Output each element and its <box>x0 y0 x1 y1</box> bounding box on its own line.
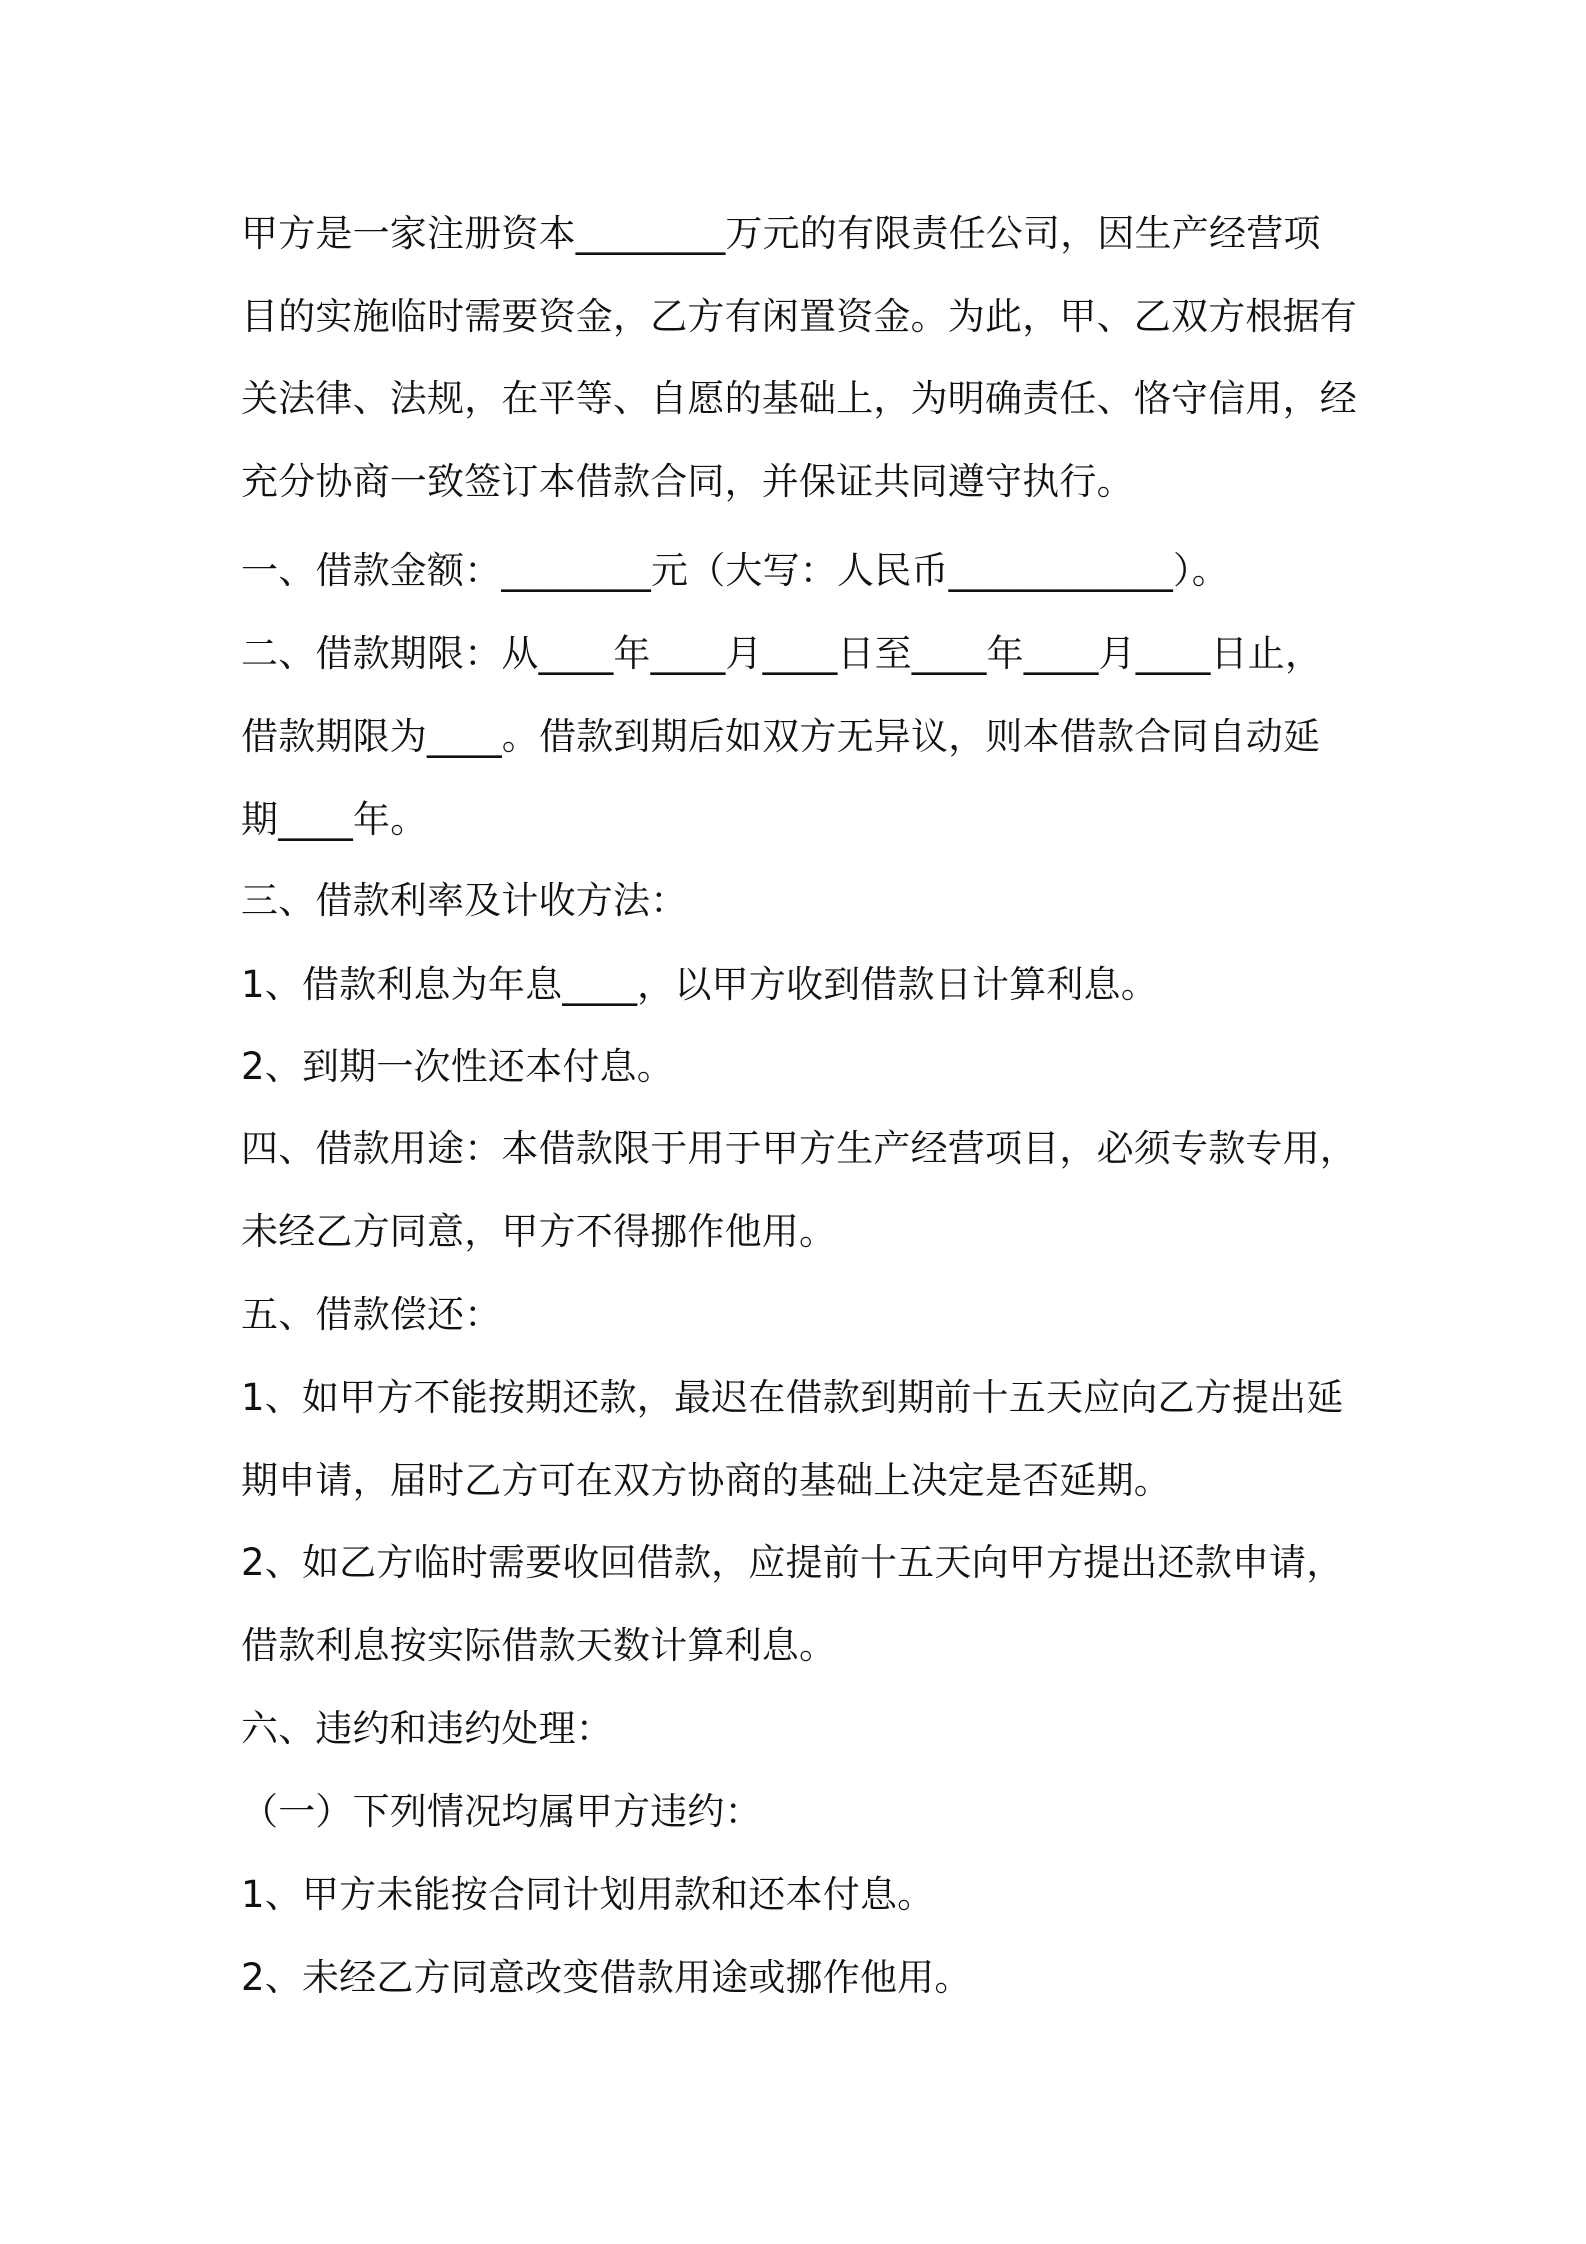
clause-loan-term-line-2: 借款期限为____。借款到期后如双方无异议，则本借款合同自动延 <box>241 715 1321 758</box>
clause-interest-item-2: 2、到期一次性还本付息。 <box>241 1045 674 1088</box>
clause-purpose-line-1: 四、借款用途：本借款限于用于甲方生产经营项目，必须专款专用， <box>241 1127 1357 1170</box>
clause-loan-term-line-3: 期____年。 <box>241 798 428 841</box>
clause-repayment-heading: 五、借款偿还： <box>241 1293 502 1336</box>
paragraph-intro-line-4: 充分协商一致签订本借款合同，并保证共同遵守执行。 <box>241 460 1134 503</box>
clause-breach-subheading: （一）下列情况均属甲方违约： <box>241 1790 762 1833</box>
clause-repayment-item-1-line-1: 1、如甲方不能按期还款，最迟在借款到期前十五天应向乙方提出延 <box>241 1376 1344 1419</box>
clause-repayment-item-1-line-2: 期申请，届时乙方可在双方协商的基础上决定是否延期。 <box>241 1459 1171 1502</box>
clause-breach-item-1: 1、甲方未能按合同计划用款和还本付息。 <box>241 1873 935 1916</box>
clause-interest-item-1: 1、借款利息为年息____，以甲方收到借款日计算利息。 <box>241 963 1158 1006</box>
clause-loan-term-line-1: 二、借款期限：从____年____月____日至____年____月____日止， <box>241 632 1323 675</box>
clause-repayment-item-2-line-2: 借款利息按实际借款天数计算利息。 <box>241 1624 837 1667</box>
clause-interest-heading: 三、借款利率及计收方法： <box>241 879 688 922</box>
paragraph-intro-line-3: 关法律、法规，在平等、自愿的基础上，为明确责任、恪守信用，经 <box>241 377 1357 420</box>
paragraph-intro-line-2: 目的实施临时需要资金，乙方有闲置资金。为此，甲、乙双方根据有 <box>241 295 1357 338</box>
clause-breach-item-2: 2、未经乙方同意改变借款用途或挪作他用。 <box>241 1956 972 1999</box>
clause-loan-amount: 一、借款金额：________元（大写：人民币____________）。 <box>241 549 1229 592</box>
clause-breach-heading: 六、违约和违约处理： <box>241 1707 613 1750</box>
paragraph-intro-line-1: 甲方是一家注册资本________万元的有限责任公司，因生产经营项 <box>241 212 1321 255</box>
clause-repayment-item-2-line-1: 2、如乙方临时需要收回借款，应提前十五天向甲方提出还款申请， <box>241 1541 1344 1584</box>
clause-purpose-line-2: 未经乙方同意，甲方不得挪作他用。 <box>241 1210 837 1253</box>
